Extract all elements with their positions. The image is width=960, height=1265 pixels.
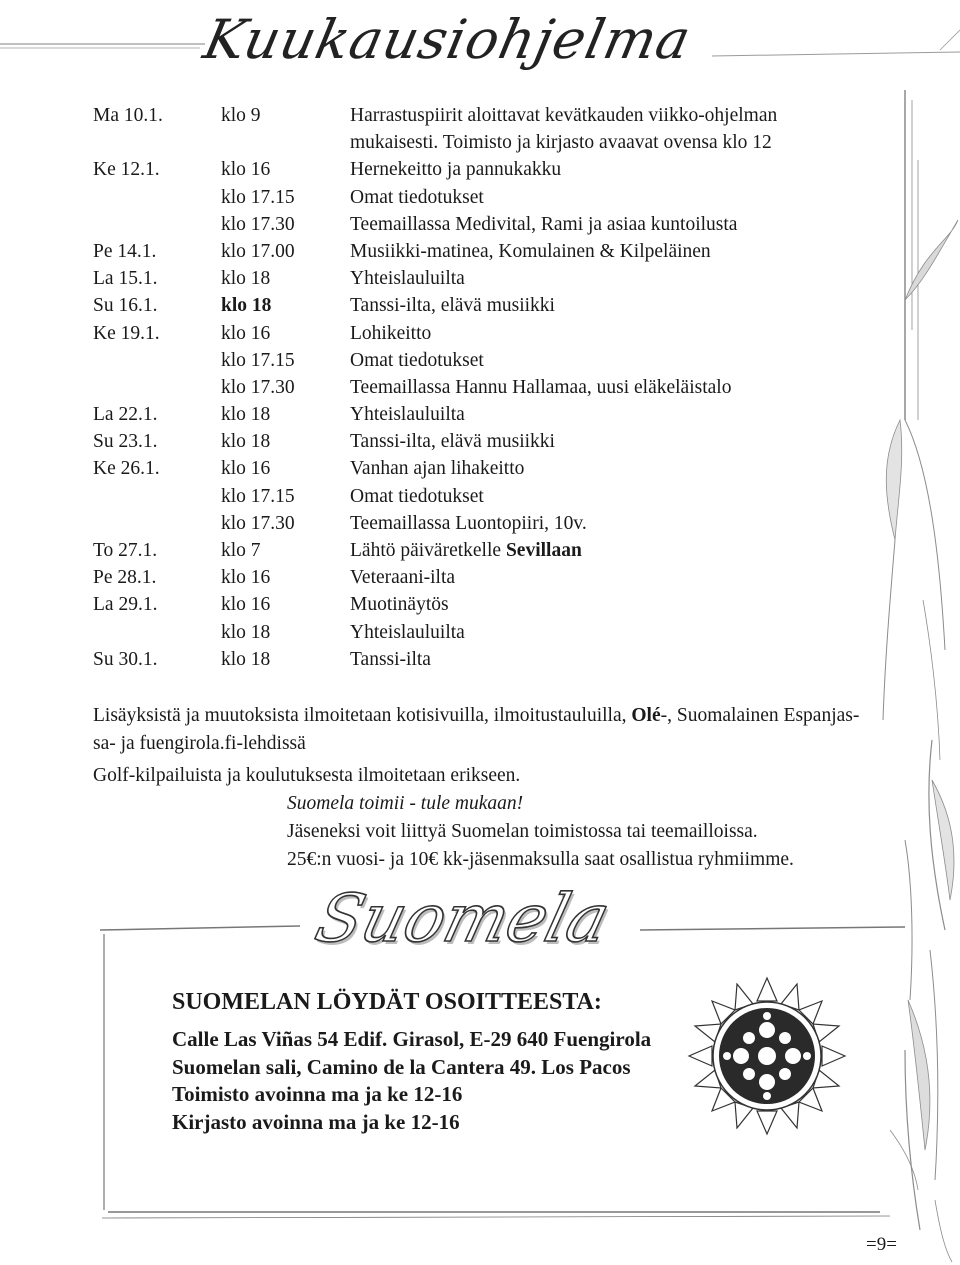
address-line: Suomelan sali, Camino de la Cantera 49. Los Pacos (172, 1054, 631, 1079)
event-date: Ke 12.1. (93, 159, 160, 181)
event-time: klo 18 (221, 431, 271, 453)
changes-line-1 (93, 702, 893, 730)
schedule-row (93, 238, 873, 265)
opening-hours-line: Toimisto avoinna ma ja ke 12-16 (172, 1082, 463, 1106)
schedule-row (93, 428, 873, 455)
schedule-row (93, 591, 873, 618)
event-activity: Veteraani-ilta (350, 567, 456, 589)
changes-notice (93, 702, 893, 758)
event-date: To 27.1. (93, 540, 158, 561)
event-activity (350, 537, 582, 564)
event-time: klo 17.15 (221, 349, 295, 371)
event-time: klo 16 (221, 322, 271, 344)
event-time: klo 17.30 (221, 213, 295, 235)
ole-magazine: Olé (631, 705, 661, 726)
event-date: Su 23.1. (93, 431, 158, 453)
schedule-row (93, 374, 873, 401)
event-activity: Tanssi-ilta, elävä musiikki (350, 431, 555, 453)
event-activity: Yhteislauluilta (350, 268, 465, 290)
schedule-row (93, 537, 873, 564)
schedule-row (93, 646, 873, 673)
event-activity: Teemaillassa Luontopiiri, 10v. (350, 512, 587, 534)
activity-text: Lähtö päiväretkelle (350, 540, 502, 561)
schedule-row (93, 320, 873, 347)
slogan: Suomela toimii - tule mukaan! (287, 793, 524, 814)
fees-text: 25€:n vuosi- ja 10€ kk-jäsenmaksulla saat osallistua ryhmiimme. (287, 849, 794, 870)
page-number: =9= (866, 1234, 897, 1255)
schedule-row (93, 129, 873, 156)
event-activity: Omat tiedotukset (350, 186, 484, 208)
schedule-row (93, 184, 873, 211)
changes-line-2: sa- ja fuengirola.fi-lehdissä (93, 733, 306, 754)
event-activity: Yhteislauluilta (350, 404, 465, 426)
event-time: klo 18 (221, 404, 271, 426)
schedule-row (93, 564, 873, 591)
event-date: Su 30.1. (93, 648, 158, 670)
event-time: klo 18 (221, 648, 271, 670)
event-activity: Harrastuspiirit aloittavat kevätkauden viikko-ohjelman (350, 105, 778, 126)
event-activity: Yhteislauluilta (350, 621, 465, 643)
grass-leaf-decoration (883, 90, 958, 1262)
event-activity: Hernekeitto ja pannukakku (350, 159, 562, 181)
event-date: La 15.1. (93, 268, 158, 290)
event-time: klo 18 (221, 295, 272, 317)
event-activity: Omat tiedotukset (350, 485, 484, 507)
schedule-row (93, 347, 873, 374)
event-date: La 29.1. (93, 594, 158, 616)
schedule-row (93, 265, 873, 292)
event-time: klo 16 (221, 567, 271, 589)
event-time: klo 18 (221, 268, 271, 290)
event-activity: Vanhan ajan lihakeitto (350, 458, 525, 480)
event-time: klo 17.15 (221, 186, 295, 208)
event-activity: Omat tiedotukset (350, 349, 484, 371)
event-time: klo 17.30 (221, 512, 295, 534)
schedule-row (93, 455, 873, 482)
event-date: Ke 19.1. (93, 322, 160, 344)
schedule-row (93, 156, 873, 183)
address-section (172, 982, 732, 1136)
schedule-row (93, 102, 873, 129)
event-date: Su 16.1. (93, 295, 158, 317)
event-time: klo 16 (221, 458, 271, 480)
schedule-row (93, 211, 873, 238)
event-schedule (93, 102, 873, 673)
schedule-row (93, 510, 873, 537)
opening-hours-line: Kirjasto avoinna ma ja ke 12-16 (172, 1109, 460, 1134)
event-date: Pe 28.1. (93, 567, 157, 589)
golf-notice: Golf-kilpailuista ja koulutuksesta ilmoitetaan erikseen. (93, 765, 521, 786)
address-line: Calle Las Viñas 54 Edif. Girasol, E-29 640 Fuengirola (172, 1027, 652, 1051)
event-activity: Tanssi-ilta (350, 648, 431, 670)
event-date: Ke 26.1. (93, 458, 160, 480)
event-time: klo 18 (221, 621, 271, 643)
membership-info (287, 790, 794, 874)
event-time: klo 16 (221, 594, 271, 616)
event-time: klo 7 (221, 540, 261, 561)
schedule-row (93, 292, 873, 319)
event-time: klo 17.00 (221, 240, 295, 262)
event-date: Pe 14.1. (93, 240, 157, 262)
changes-text-after: -, Suomalainen Espanjas- (660, 705, 860, 726)
event-time: klo 17.30 (221, 376, 295, 398)
event-activity: mukaisesti. Toimisto ja kirjasto avaavat ovensa klo 12 (350, 132, 772, 154)
event-time: klo 9 (221, 105, 261, 126)
event-time: klo 17.15 (221, 485, 295, 507)
changes-text: Lisäyksistä ja muutoksista ilmoitetaan kotisivuilla, ilmoitustauluilla, (93, 705, 627, 726)
event-time: klo 16 (221, 159, 271, 181)
address-title: SUOMELAN LÖYDÄT OSOITTEESTA: (172, 989, 602, 1015)
event-activity: Muotinäytös (350, 594, 449, 616)
event-date: Ma 10.1. (93, 105, 163, 126)
event-activity: Teemaillassa Medivital, Rami ja asiaa kuntoilusta (350, 213, 738, 235)
destination-highlight: Sevillaan (505, 540, 582, 561)
event-activity: Tanssi-ilta, elävä musiikki (350, 295, 555, 317)
join-text: Jäseneksi voit liittyä Suomelan toimistossa tai teemailloissa. (287, 821, 758, 842)
schedule-row (93, 483, 873, 510)
schedule-row (93, 401, 873, 428)
page-title: Kuukausiohjelma (198, 8, 697, 71)
event-date: La 22.1. (93, 404, 158, 426)
schedule-row (93, 619, 873, 646)
event-activity: Musiikki-matinea, Komulainen & Kilpeläinen (350, 240, 711, 262)
event-activity: Teemaillassa Hannu Hallamaa, uusi eläkeläistalo (350, 376, 732, 398)
event-activity: Lohikeitto (350, 322, 432, 344)
suomela-logo-text: Suomela (308, 880, 618, 957)
